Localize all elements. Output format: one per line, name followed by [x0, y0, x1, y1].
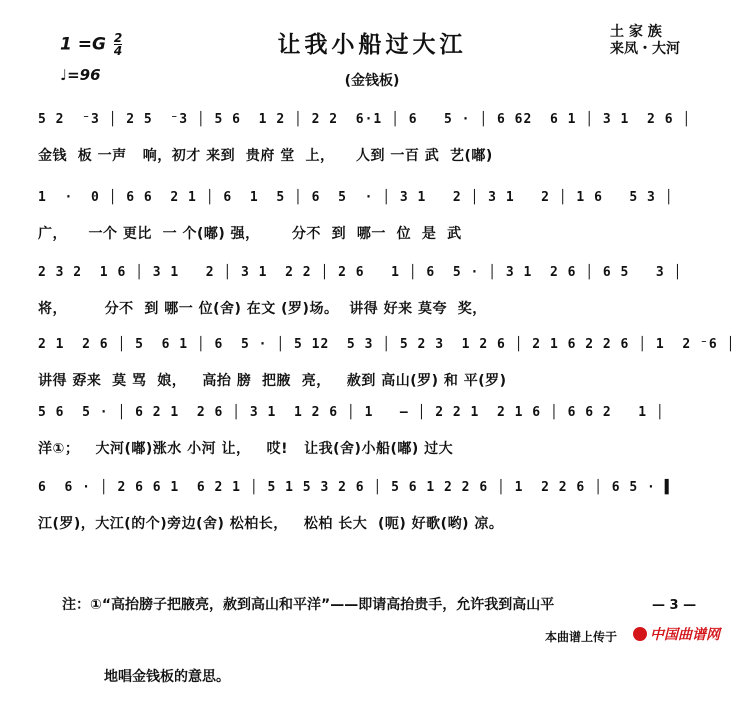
- upload-credit: 本曲谱上传于: [545, 630, 618, 644]
- score-system-2: [30, 190, 720, 252]
- site-logo[interactable]: 中国曲谱网: [650, 627, 720, 643]
- page-number: — 3 —: [652, 598, 697, 613]
- lyric-line: 广， 一个 更比 一 个(嘟) 强， 分不 到 哪一 位 是 武: [38, 226, 462, 242]
- score-system-6: [30, 480, 720, 542]
- key-text: 1 =G: [60, 34, 106, 55]
- notation-line: 2 1 2 6 │ 5 6 1 │ 6 5 · │ 5 12 5 3 │ 5 2 3 1 2 6 │ 2 1 6 2 2 6 │ 1 2 ⁻6 │: [38, 337, 736, 352]
- score-system-4: [30, 337, 736, 399]
- lyric-line: 将， 分不 到 哪一 位(舍) 在文 (罗)场。 讲得 好来 莫夸 奖，: [38, 301, 487, 317]
- score-system-5: [30, 405, 720, 467]
- time-top: 2: [113, 31, 123, 45]
- notation-line: 5 6 5 · │ 6 2 1 2 6 │ 3 1 1 2 6 │ 1 — │ 2 2 1 2 1 6 │ 6 6 2 1 │: [38, 405, 665, 420]
- footnote-line-1: 注：①“高抬膀子把腋亮，赦到高山和平洋”——即请高抬贵手，允许我到高山平: [62, 597, 555, 613]
- origin-ethnic: 土 家 族: [610, 24, 662, 40]
- tempo-marking: ♩=96: [60, 66, 101, 84]
- lyric-line: 金钱 板 一声 响，初才 来到 贵府 堂 上， 人到 一百 武 艺(嘟): [38, 148, 493, 164]
- lyric-line: 江(罗)，大江(的个)旁边(舍) 松柏长， 松柏 长大 (呃) 好歌(哟) 凉。: [38, 516, 504, 532]
- lyric-line: 讲得 孬来 莫 骂 娘， 高抬 膀 把腋 亮， 赦到 高山(罗) 和 平(罗): [38, 373, 507, 389]
- time-bottom: 4: [113, 44, 123, 58]
- notation-line: 6 6 · │ 2 6 6 1 6 2 1 │ 5 1 5 3 2 6 │ 5 6 1 2 2 6 │ 1 2 2 6 │ 6 5 · ▌: [38, 480, 674, 495]
- song-title: 让我小船过大江: [277, 32, 467, 58]
- notation-line: 5 2 ⁻3 │ 2 5 ⁻3 │ 5 6 1 2 │ 2 2 6·1 │ 6 5 · │ 6 62 6 1 │ 3 1 2 6 │: [38, 112, 692, 127]
- origin-info: [610, 24, 680, 58]
- notation-line: 2 3 2 1 6 │ 3 1 2 │ 3 1 2 2 │ 2 6 1 │ 6 5 · │ 3 1 2 6 │ 6 5 3 │: [38, 265, 683, 280]
- origin-place: 来凤・大河: [610, 41, 680, 57]
- score-system-1: [30, 112, 720, 174]
- footnote: [62, 545, 554, 713]
- song-subtitle: (金钱板): [344, 73, 400, 89]
- site-logo-icon: [633, 627, 647, 641]
- footnote-line-2: 地唱金钱板的意思。: [104, 669, 230, 685]
- notation-line: 1 · 0 │ 6 6 2 1 │ 6 1 5 │ 6 5 · │ 3 1 2 │ 3 1 2 │ 1 6 5 3 │: [38, 190, 674, 205]
- lyric-line: 洋①； 大河(嘟)涨水 小河 让， 哎! 让我(舍)小船(嘟) 过大: [38, 441, 454, 457]
- score-system-3: [30, 265, 720, 327]
